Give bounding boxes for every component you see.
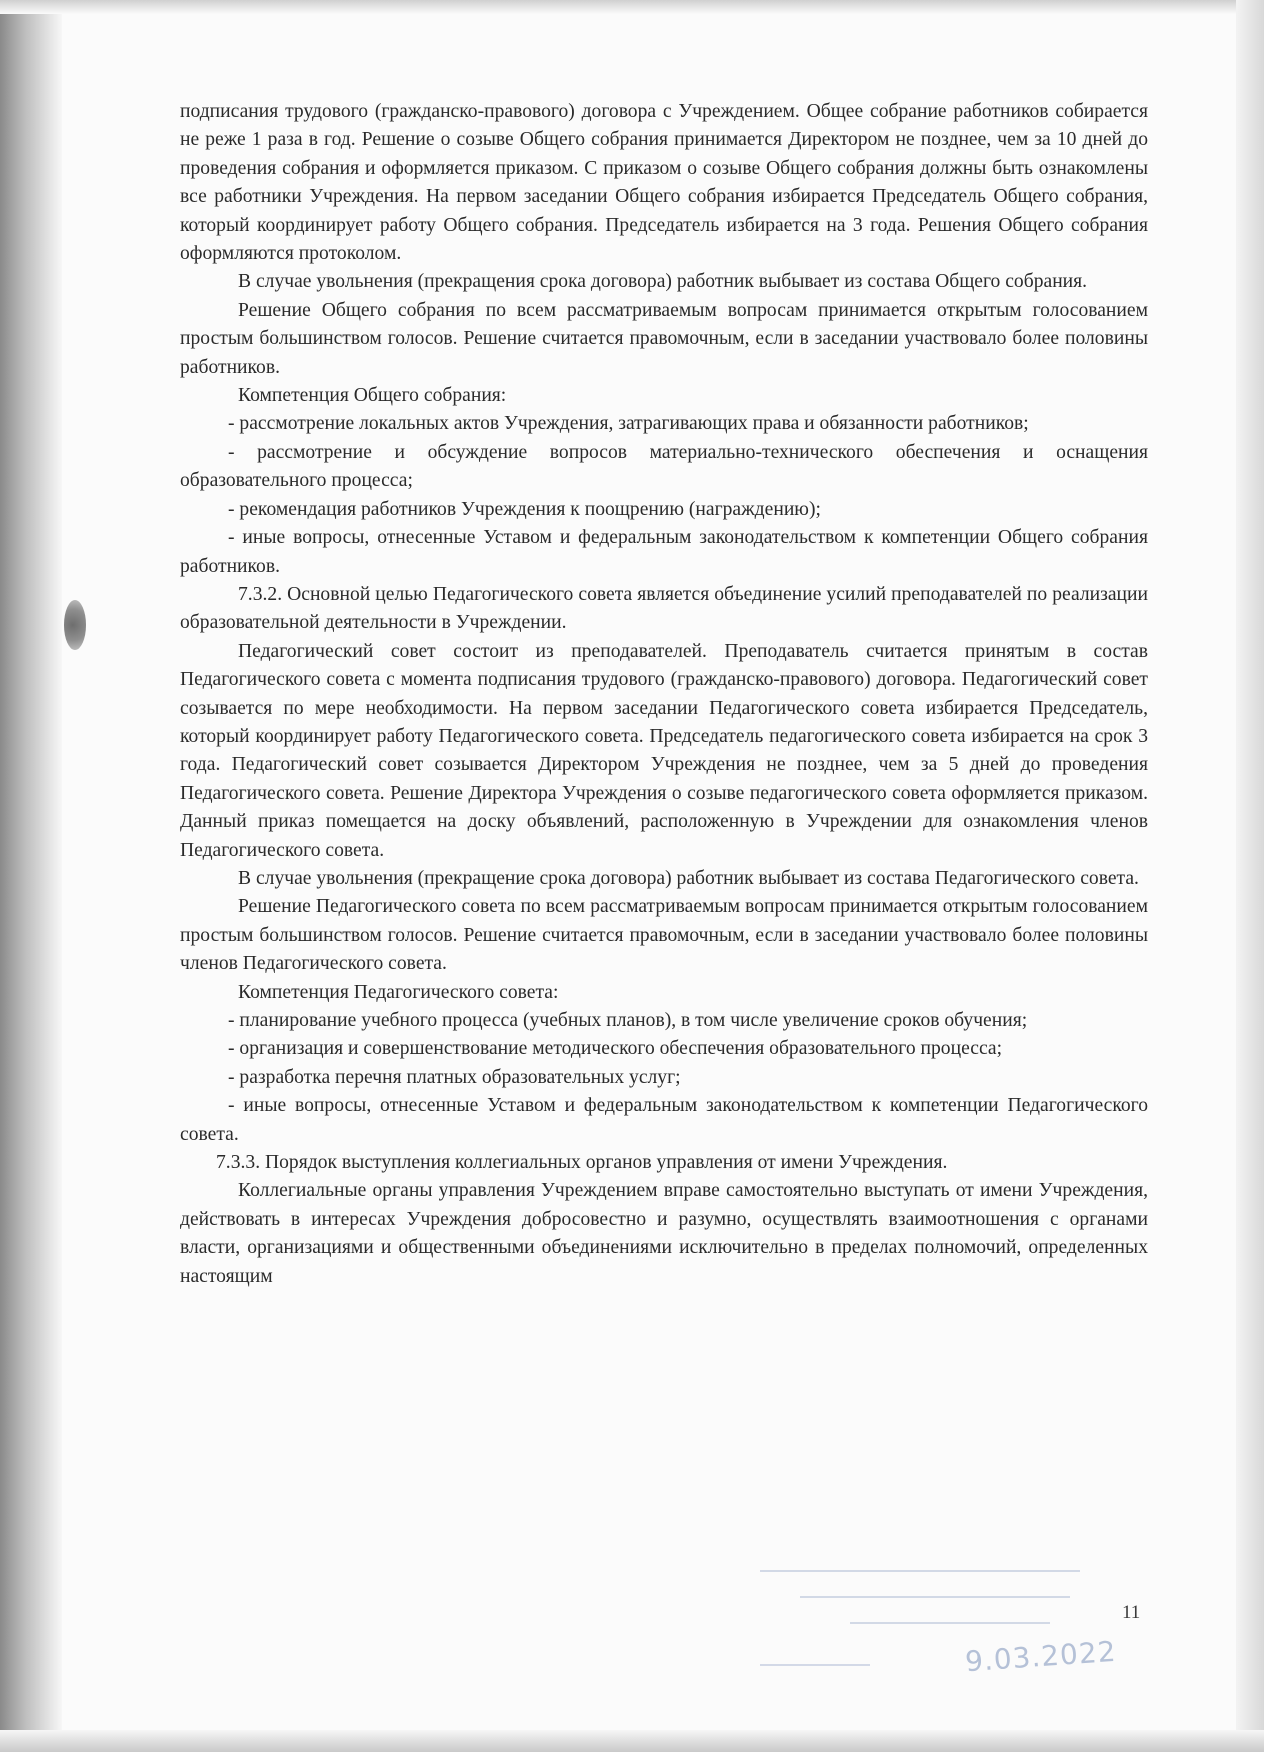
list-item: - иные вопросы, отнесенные Уставом и федеральным законодательством к компетенции Педагогического совета. xyxy=(180,1095,1148,1145)
paragraph: подписания трудового (гражданско-правового) договора с Учреждением. Общее собрание работников собирается не реже 1 раза в год. Решение о созыве Общего собрания принимается Директором не позднее, чем за 10 дней до проведения собрания и оформляется приказом. С приказом о созыве Общего собрания должны быть ознакомлены все работники Учреждения. На первом заседании Общего собрания избирается Председатель Общего собрания, который координирует работу Общего собрания. Председатель избирается на 3 года. Решения Общего собрания оформляются протоколом. xyxy=(180,101,1148,265)
paragraph: Коллегиальные органы управления Учреждением вправе самостоятельно выступать от имени Учреждения, действовать в интересах Учреждения добросовестно и разумно, осуществлять взаимоотношения с органами власти, организациями и общественными объединениями исключительно в пределах полномочий, определенных настоящим xyxy=(180,1180,1148,1287)
list-item: - рассмотрение локальных актов Учреждения, затрагивающих права и обязанности работников; xyxy=(228,413,1029,435)
punch-hole xyxy=(64,600,86,650)
stamp-line xyxy=(760,1570,1080,1572)
stamp-line xyxy=(800,1596,1070,1598)
scan-bottom-edge xyxy=(0,1730,1264,1752)
paragraph: В случае увольнения (прекращения срока договора) работник выбывает из состава Общего собрания. xyxy=(238,271,1088,293)
list-item: - разработка перечня платных образовательных услуг; xyxy=(228,1066,681,1088)
stamp-line xyxy=(850,1622,1050,1624)
paragraph-heading: Компетенция Педагогического совета: xyxy=(238,981,559,1003)
list-item: - иные вопросы, отнесенные Уставом и федеральным законодательством к компетенции Общего собрания работников. xyxy=(180,527,1148,577)
list-item: - рекомендация работников Учреждения к поощрению (награждению); xyxy=(228,498,821,520)
stamp-line xyxy=(760,1664,870,1666)
scan-top-edge xyxy=(0,0,1264,14)
paragraph: 7.3.2. Основной целью Педагогического совета является объединение усилий преподавателей по реализации образовательной деятельности в Учреждении. xyxy=(180,583,1148,634)
paragraph: Решение Общего собрания по всем рассматриваемым вопросам принимается открытым голосованием простым большинством голосов. Решение считается правомочным, если в заседании участвовало более половины работников. xyxy=(180,299,1148,378)
registration-stamp xyxy=(760,1556,1118,1680)
scan-right-edge xyxy=(1236,0,1264,1752)
stamp-date: 9.03.2022 xyxy=(964,1634,1118,1679)
paragraph: Решение Педагогического совета по всем рассматриваемым вопросам принимается открытым голосованием простым большинством голосов. Решение считается правомочным, если в заседании участвовало более половины членов Педагогического совета. xyxy=(180,896,1148,975)
list-item: - организация и совершенствование методического обеспечения образовательного процесса; xyxy=(228,1038,1003,1060)
list-item: - планирование учебного процесса (учебных планов), в том числе увеличение сроков обучения; xyxy=(228,1010,1028,1031)
paragraph: Педагогический совет состоит из преподавателей. Преподаватель считается принятым в состав Педагогического совета с момента подписания трудового (гражданско-правового) договора. Педагогический совет созывается по мере необходимости. На первом заседании Педагогического совета избирается Председатель, который координирует работу Педагогического совета. Председатель педагогического совета избирается на срок 3 года. Педагогический совет созывается Директором Учреждения не позднее, чем за 5 дней до проведения Педагогического совета. Решение Директора Учреждения о созыве педагогического совета оформляется приказом. Данный приказ помещается на доску объявлений, расположенную в Учреждении для ознакомления членов Педагогического совета. xyxy=(180,640,1148,861)
page-number: 11 xyxy=(1122,1602,1141,1623)
section-heading: 7.3.3. Порядок выступления коллегиальных органов управления от имени Учреждения. xyxy=(216,1152,948,1174)
list-item: - рассмотрение и обсуждение вопросов материально-технического обеспечения и оснащения образовательного процесса; xyxy=(180,441,1148,492)
body-text xyxy=(180,98,1148,1291)
paragraph: В случае увольнения (прекращение срока договора) работник выбывает из состава Педагогического совета. xyxy=(238,867,1139,889)
paragraph-heading: Компетенция Общего собрания: xyxy=(238,385,507,407)
binding-shadow xyxy=(0,0,62,1752)
